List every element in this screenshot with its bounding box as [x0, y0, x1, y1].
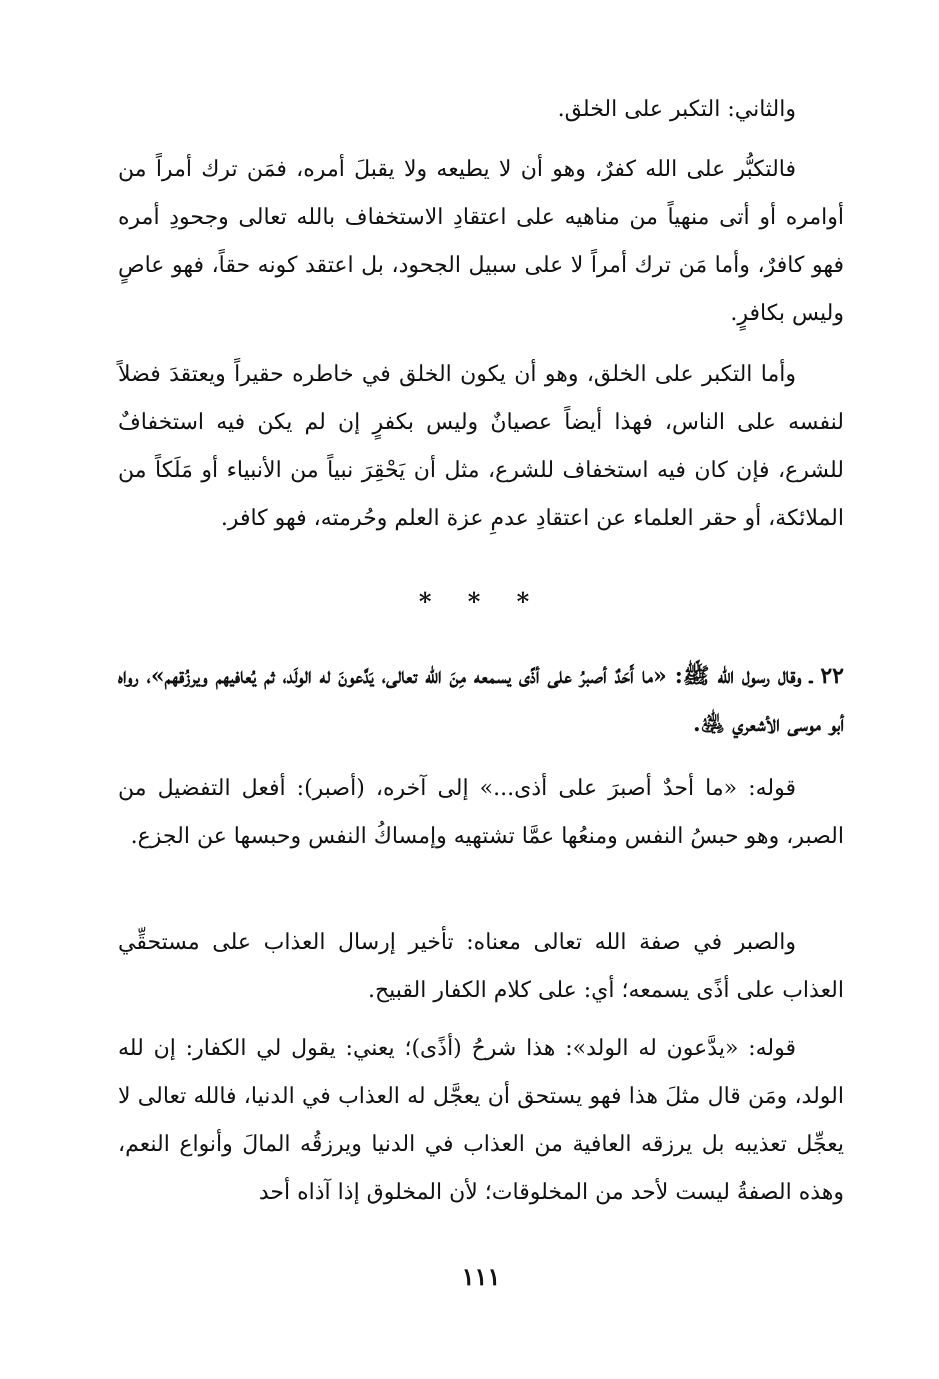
paragraph-arrogance-to-people: وأما التكبر على الخلق، وهو أن يكون الخلق في خاطره حقيراً ويعتقدَ فضلاً لنفسه على الناس، فهذا أيضاً عصيانٌ وليس بكفرٍ إن لم يكن فيه استخفافٌ للشرع، فإن كان فيه استخفاف للشرع، مثل أن يَحْقِرَ نبياً من الأنبياء أو مَلَكاً من الملائكة، أو حقر العلماء عن اعتقادِ عدمِ عزة العلم وحُرمته، فهو كافر. — [118, 362, 844, 531]
commentary-paragraph: والصبر في صفة الله تعالى معناه: تأخير إرسال العذاب على مستحقِّي العذاب على أذًى يسمعه؛ أي: على كلام الكفار القبيح. — [118, 930, 844, 1003]
paragraph-intro: والثاني: التكبر على الخلق. — [557, 97, 796, 122]
hadith-text: ٢٢ ـ وقال رسول الله ﷺ: «ما أَحَدٌ أصبرُ على أذًى يسمعه مِنَ الله تعالى، يَدَّعونَ له الولَد، ثم يُعافيهم ويرزُقهم»، رواه أبو موسى الأشعري ﵁. — [118, 663, 844, 737]
commentary-paragraph: قوله: «ما أحدٌ أصبرَ على أذى...» إلى آخره، (أصبر): أفعل التفضيل من الصبر، وهو حبسُ النفس ومنعُها عمَّا تشتهيه وإمساكُ النفس وحبسها عن الجزع. — [118, 776, 844, 849]
paragraph-arrogance-to-god: فالتكبُّر على الله كفرٌ، وهو أن لا يطيعه ولا يقبلَ أمره، فمَن ترك أمراً من أوامره أو أتى منهياً من مناهيه على اعتقادِ الاستخفاف بالله تعالى وجحودِ أمره فهو كافرٌ، وأما مَن ترك أمراً لا على سبيل الجحود، بل اعتقد كونه حقاً، فهو عاصٍ وليس بكافرٍ. — [118, 157, 844, 326]
section-separator: * * * — [418, 587, 544, 616]
commentary-paragraph: قوله: «يدَّعون له الولد»: هذا شرحُ (أذًى)؛ يعني: يقول لي الكفار: إن لله الولد، ومَن قال مثلَ هذا فهو يستحق أن يعجَّل له العذاب في الدنيا، فالله تعالى لا يعجِّل تعذيبه بل يرزقه العافية من العذاب في الدنيا ويرزقُه المالَ وأنواع النعم، وهذه الصفةُ ليست لأحد من المخلوقات؛ لأن المخلوق إذا آذاه أحد — [118, 1036, 844, 1205]
book-page — [118, 0, 844, 1379]
page-number: ١١١ — [461, 1262, 501, 1291]
